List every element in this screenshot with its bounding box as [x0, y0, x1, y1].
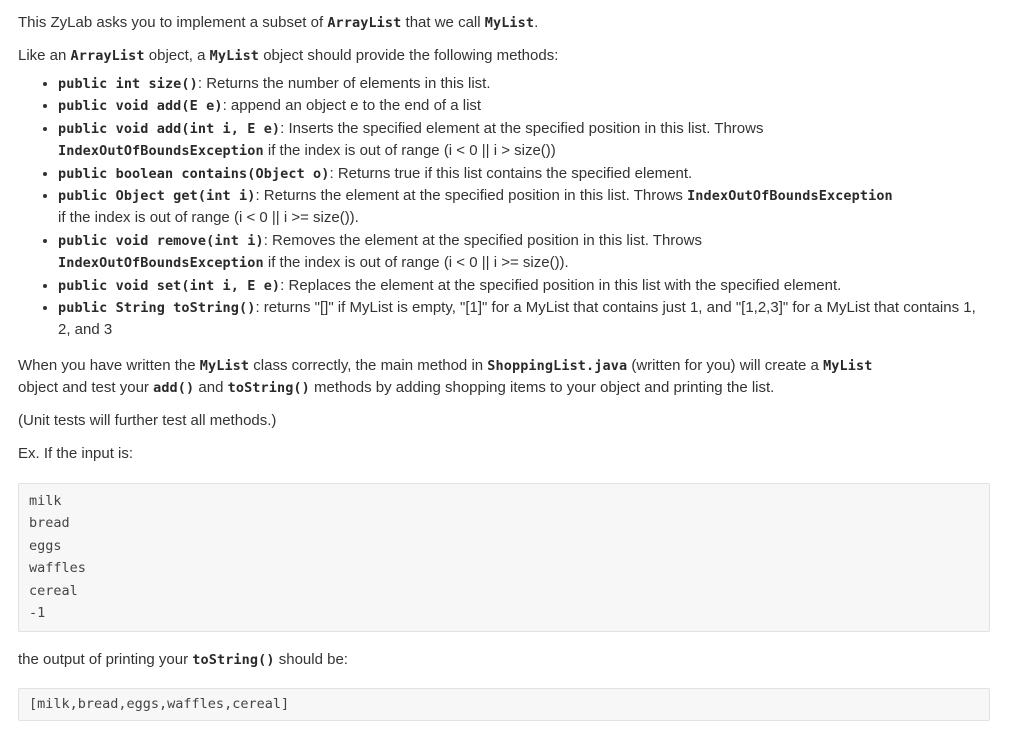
method-item	[58, 95, 990, 117]
like-paragraph	[18, 45, 990, 67]
add-code: add()	[153, 379, 195, 396]
mylist-code: MyList	[484, 15, 535, 31]
like-text: object, a	[144, 47, 210, 64]
method-description: if the index is out of range (i < 0 || i >= size()).	[263, 254, 569, 272]
when-text: object and test your	[18, 378, 154, 396]
method-signature: public String toString()	[58, 300, 256, 317]
mylist-code: MyList	[823, 357, 873, 374]
input-line: cereal	[29, 582, 78, 599]
method-description: : Returns true if this list contains the specified element.	[329, 164, 693, 182]
mylist-code: MyList	[199, 357, 250, 374]
intro-text: that we call	[401, 14, 485, 31]
intro-paragraph	[18, 12, 990, 34]
intro-text: .	[534, 14, 539, 31]
method-description: : Removes the element at the specified position in this list. Throws	[263, 231, 702, 249]
method-description: if the index is out of range (i < 0 || i > size())	[263, 142, 556, 160]
when-text: methods by adding shopping items to your object and printing the list.	[309, 378, 775, 396]
method-signature: public boolean contains(Object o)	[58, 165, 330, 182]
method-signature: public Object get(int i)	[58, 188, 256, 205]
method-signature: public void add(int i, E e)	[58, 120, 281, 137]
output-intro-text: the output of printing your	[18, 651, 193, 669]
like-text: Like an	[18, 47, 71, 64]
arraylist-code: ArrayList	[327, 15, 402, 31]
like-text: object should provide the following methods:	[259, 47, 559, 64]
intro-text: This ZyLab asks you to implement a subset of	[18, 14, 328, 31]
when-text: When you have written the	[18, 356, 200, 374]
exception-code: IndexOutOfBoundsException	[58, 143, 264, 160]
method-item	[58, 118, 990, 163]
method-description: : Inserts the specified element at the specified position in this list. Throws	[280, 119, 764, 137]
unit-tests-note: (Unit tests will further test all methods.)	[18, 411, 277, 429]
method-item	[58, 163, 990, 185]
output-intro-text: should be:	[274, 651, 348, 669]
method-description: : returns "[]" if MyList is empty, "[1]" for a MyList that contains just 1, and "[1,2,3]" for a MyList that contains 1, 2, and 3	[58, 299, 976, 339]
input-line: waffles	[29, 560, 86, 577]
method-item	[58, 230, 990, 275]
example-output-block	[18, 688, 990, 720]
methods-list	[18, 73, 990, 342]
when-text: and	[194, 378, 228, 396]
tostring-code: toString()	[192, 652, 275, 669]
method-description: : append an object e to the end of a list	[222, 97, 482, 115]
when-paragraph	[18, 355, 990, 399]
method-description: : Replaces the element at the specified position in this list with the specified element.	[280, 276, 842, 294]
mylist-code: MyList	[209, 48, 260, 64]
output-intro	[18, 649, 990, 671]
method-signature: public void add(E e)	[58, 98, 223, 115]
method-description: : Returns the element at the specified position in this list. Throws	[255, 187, 688, 205]
method-item	[58, 275, 990, 297]
method-description: if the index is out of range (i < 0 || i >= size()).	[58, 209, 359, 227]
exception-code: IndexOutOfBoundsException	[58, 255, 264, 272]
method-signature: public void set(int i, E e)	[58, 277, 281, 294]
output-line: [milk,bread,eggs,waffles,cereal]	[29, 696, 290, 713]
method-item	[58, 297, 990, 342]
arraylist-code: ArrayList	[70, 48, 145, 64]
input-line: milk	[29, 492, 62, 509]
input-line: -1	[29, 604, 46, 621]
input-line: bread	[29, 515, 70, 532]
method-signature: public int size()	[58, 76, 198, 92]
when-text: (written for you) will create a	[627, 356, 824, 374]
method-item	[58, 73, 990, 95]
input-line: eggs	[29, 537, 62, 554]
method-description: : Returns the number of elements in this list.	[197, 75, 491, 92]
exception-code: IndexOutOfBoundsException	[687, 188, 893, 205]
when-text: class correctly, the main method in	[249, 356, 488, 374]
example-intro: Ex. If the input is:	[18, 444, 134, 462]
shoppinglist-code: ShoppingList.java	[487, 357, 628, 374]
method-signature: public void remove(int i)	[58, 232, 264, 249]
tostring-code: toString()	[227, 379, 310, 396]
method-item	[58, 185, 990, 230]
example-input-block	[18, 483, 990, 632]
